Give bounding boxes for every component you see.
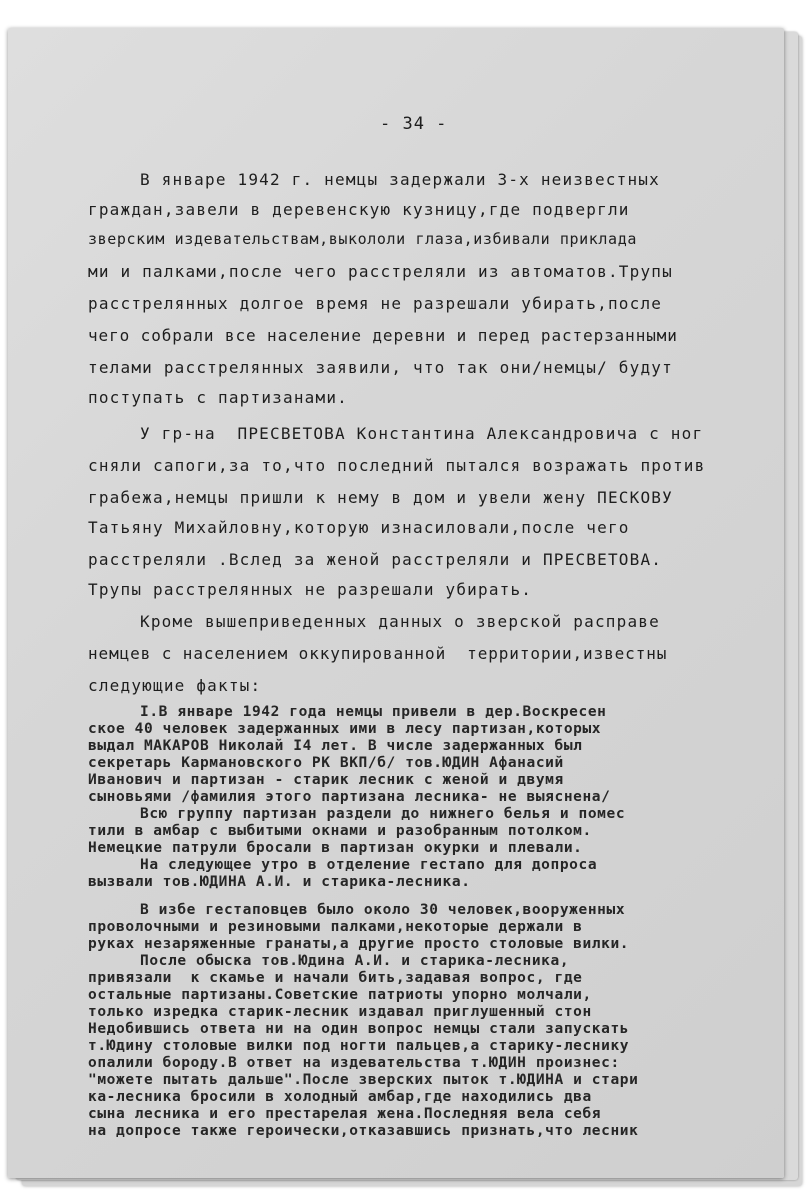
text-line: на допросе также героически,отказавшись признать,что лесник	[88, 1123, 639, 1139]
text-line: граждан,завели в деревенскую кузницу,где подвергли	[88, 200, 630, 219]
text-line: телами расстрелянных заявили, что так они/немцы/ будут	[88, 358, 673, 377]
text-line: опалили бороду.В ответ на издевательства т.ЮДИН произнес:	[88, 1055, 620, 1071]
text-line: На следующее утро в отделение гестапо для допроса	[140, 857, 598, 873]
page-number: - 34 -	[380, 114, 448, 134]
text-line: В избе гестаповцев было около 30 человек,вооруженных	[140, 902, 626, 918]
text-line: У гр-на ПРЕСВЕТОВА Константина Александровича с ног	[140, 424, 704, 443]
text-line: ское 40 человек задержанных ими в лесу партизан,которых	[88, 721, 602, 737]
text-line: поступать с партизанами.	[88, 388, 348, 407]
text-line: Кроме вышеприведенных данных о зверской расправе	[140, 612, 660, 631]
text-line: сняли сапоги,за то,что последний пытался возражать против	[88, 456, 706, 475]
text-line: Недобившись ответа ни на один вопрос немцы стали запускать	[88, 1021, 630, 1037]
text-line: расстреляли .Вслед за женой расстреляли и ПРЕСВЕТОВА.	[88, 550, 663, 569]
text-line: После обыска тов.Юдина А.И. и старика-лесника,	[140, 953, 570, 969]
text-line: немцев с населением оккупированной территории,известны	[88, 644, 668, 663]
text-line: сыновьями /фамилия этого партизана лесника- не выяснена/	[88, 789, 611, 805]
text-line: сына лесника и его престарелая жена.Последняя вела себя	[88, 1106, 602, 1122]
text-line: Татьяну Михайловну,которую изнасиловали,после чего	[88, 518, 630, 537]
text-line: т.Юдину столовые вилки под ногти пальцев,а старику-леснику	[88, 1038, 630, 1054]
text-line: грабежа,немцы пришли к нему в дом и увели жену ПЕСКОВУ	[88, 488, 673, 507]
text-line: Трупы расстрелянных не разрешали убирать.	[88, 580, 533, 599]
text-line: I.В январе 1942 года немцы привели в дер.Воскресен	[140, 704, 607, 720]
text-line: выдал МАКАРОВ Николай I4 лет. В числе задержанных был	[88, 738, 583, 754]
text-line: Иванович и партизан - старик лесник с женой и двумя	[88, 772, 564, 788]
text-line: ми и палками,после чего расстреляли из автоматов.Трупы	[88, 262, 673, 281]
text-line: остальные партизаны.Советские патриоты упорно молчали,	[88, 987, 592, 1003]
text-line: проволочными и резиновыми палками,некоторые держали в	[88, 919, 583, 935]
text-line: В январе 1942 г. немцы задержали 3-х неизвестных	[140, 170, 660, 189]
text-line: вызвали тов.ЮДИНА А.И. и старика-лесника.	[88, 874, 471, 890]
text-line: следующие факты:	[88, 676, 262, 695]
text-line: тили в амбар с выбитыми окнами и разобранным потолком.	[88, 823, 592, 839]
text-line: Всю группу партизан раздели до нижнего белья и помес	[140, 806, 626, 822]
text-line: руках незаряженные гранаты,а другие просто столовые вилки.	[88, 936, 630, 952]
text-line: Немецкие патрули бросали в партизан окурки и плевали.	[88, 840, 583, 856]
text-line: "можете пытать дальше".После зверских пыток т.ЮДИНА и стари	[88, 1072, 639, 1088]
text-line: чего собрали все население деревни и перед растерзанными	[88, 326, 678, 345]
text-line: расстрелянных долгое время не разрешали убирать,после	[88, 294, 663, 313]
text-line: ка-лесника бросили в холодный амбар,где находились два	[88, 1089, 592, 1105]
text-line: зверским издевательствам,выкололи глаза,избивали приклада	[88, 230, 637, 248]
text-line: привязали к скамье и начали бить,задавая вопрос, где	[88, 970, 583, 986]
text-line: секретарь Кармановского РК ВКП/б/ тов.ЮДИН Афанасий	[88, 755, 564, 771]
text-line: только изредка старик-лесник издавал приглушенный стон	[88, 1004, 592, 1020]
